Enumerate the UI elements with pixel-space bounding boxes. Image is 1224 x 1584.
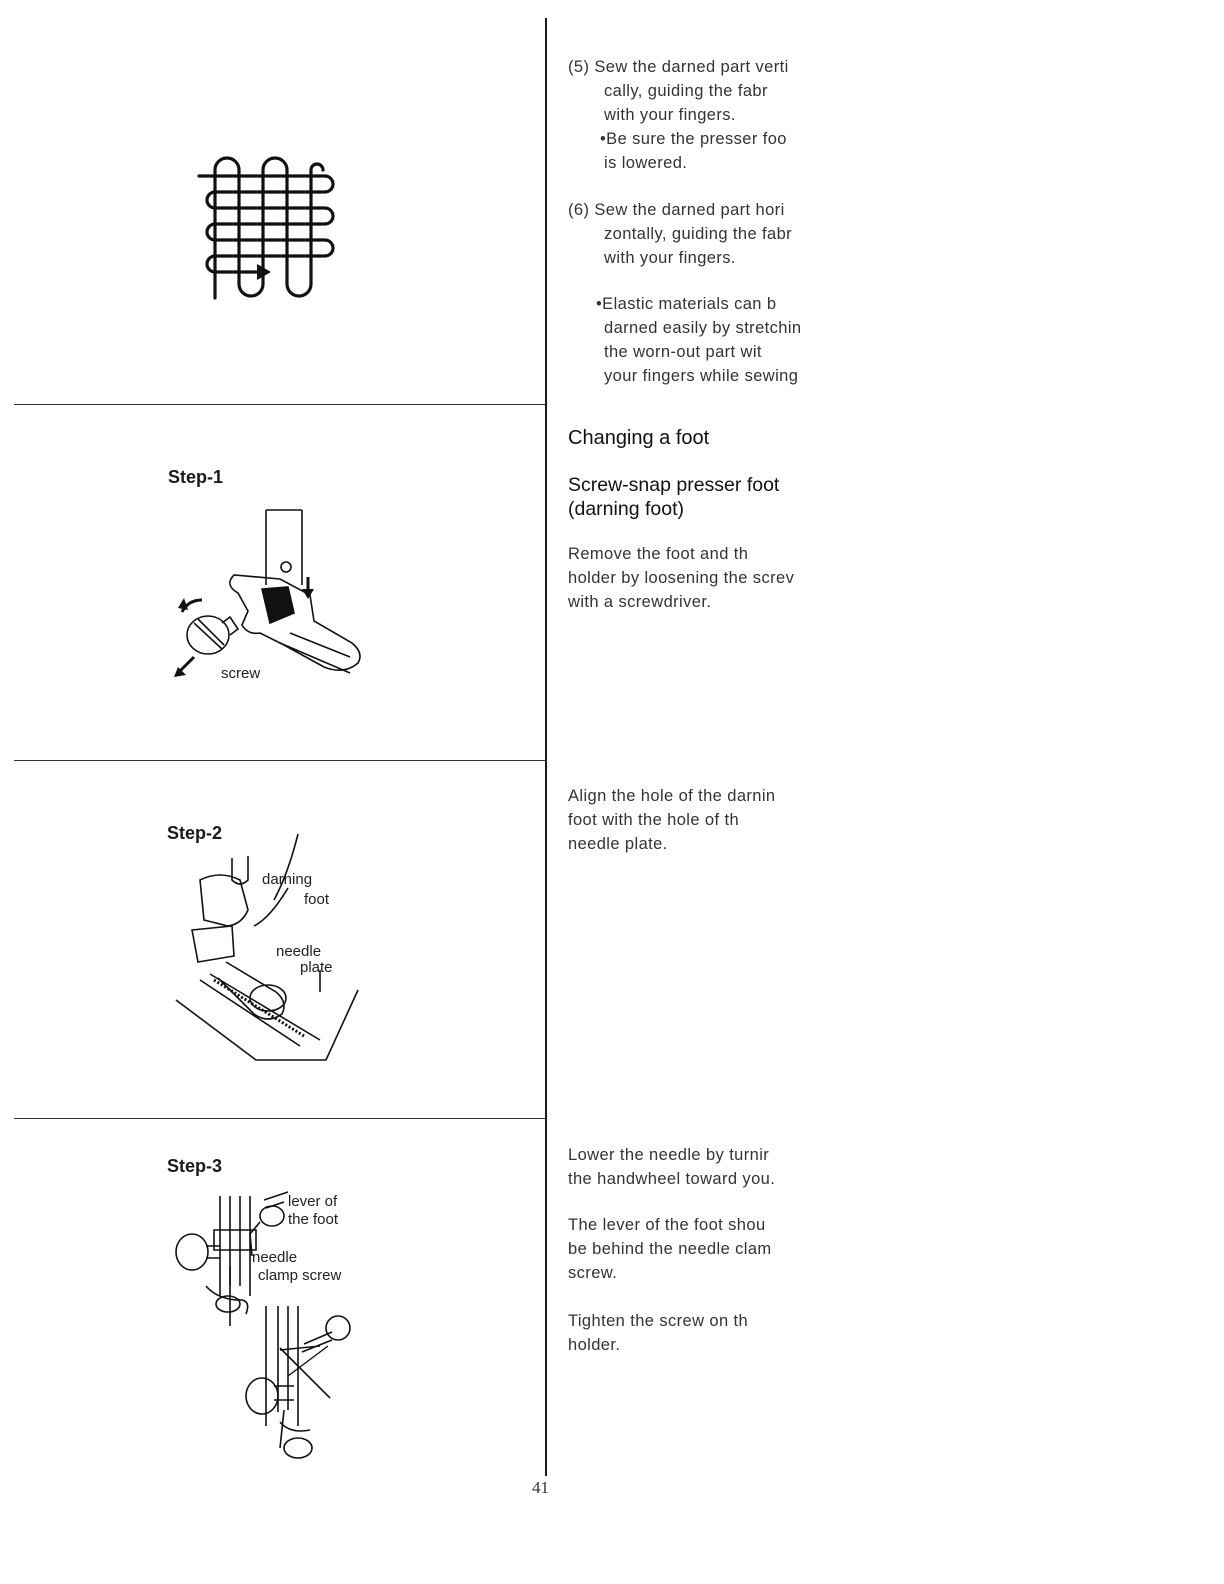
darning-pattern-figure (195, 150, 345, 310)
text-line: with your fingers. (604, 106, 736, 124)
text-line: The lever of the foot shou (568, 1216, 766, 1234)
step-5-text (568, 55, 823, 175)
text-line: •Be sure the presser foo (600, 130, 787, 148)
lever-callout-line-1: lever of (288, 1193, 338, 1210)
step-6-text (568, 198, 823, 270)
step-2-label: Step-2 (167, 823, 223, 843)
text-line: with your fingers. (604, 249, 736, 267)
text-line: the handwheel toward you. (568, 1170, 776, 1188)
column-divider (545, 18, 547, 1476)
text-line: (5) Sew the darned part verti (568, 58, 789, 76)
text-line: foot with the hole of th (568, 811, 740, 829)
text-line: Align the hole of the darnin (568, 787, 776, 805)
needle-plate-callout-line-1: needle (276, 943, 322, 960)
heading-screw-snap-line-2: (darning foot) (568, 498, 684, 520)
remove-foot-text (568, 542, 823, 614)
tighten-screw-text (568, 1309, 823, 1357)
text-line: darned easily by stretchin (604, 319, 802, 337)
text-line: is lowered. (604, 154, 688, 172)
text-line: be behind the needle clam (568, 1240, 772, 1258)
align-hole-text (568, 784, 823, 856)
lever-position-text (568, 1213, 823, 1285)
text-line: holder. (568, 1336, 621, 1354)
darning-foot-callout-line-2: foot (304, 891, 330, 908)
text-line: your fingers while sewing (604, 367, 799, 385)
step-1-label: Step-1 (168, 467, 224, 487)
text-line: screw. (568, 1264, 618, 1282)
text-line: with a screwdriver. (568, 593, 712, 611)
text-line: cally, guiding the fabr (604, 82, 768, 100)
text-line: Remove the foot and th (568, 545, 749, 563)
step-2-illustration (170, 830, 370, 1060)
text-line: (6) Sew the darned part hori (568, 201, 785, 219)
text-line: needle plate. (568, 835, 668, 853)
section-divider-2 (14, 760, 545, 761)
text-line: Lower the needle by turnir (568, 1146, 770, 1164)
text-line: zontally, guiding the fabr (604, 225, 793, 243)
text-line: holder by loosening the screv (568, 569, 795, 587)
step-1-illustration (170, 505, 380, 690)
text-line: the worn-out part wit (604, 343, 762, 361)
needle-plate-callout-line-2: plate (300, 959, 333, 976)
text-line: •Elastic materials can b (596, 295, 777, 313)
needle-clamp-callout-line-2: clamp screw (258, 1267, 342, 1284)
text-line: Tighten the screw on th (568, 1312, 749, 1330)
needle-clamp-callout-line-1: needle (252, 1249, 298, 1266)
heading-screw-snap-line-1: Screw-snap presser foot (568, 474, 780, 496)
lever-callout-line-2: the foot (288, 1211, 339, 1228)
heading-changing-foot: Changing a foot (568, 427, 710, 449)
screw-callout: screw (221, 665, 261, 682)
section-divider-1 (14, 404, 545, 405)
elastic-note (568, 292, 823, 388)
page-number: 41 (532, 1478, 549, 1497)
section-divider-3 (14, 1118, 545, 1119)
lower-needle-text (568, 1143, 823, 1191)
darning-foot-callout-line-1: darning (262, 871, 313, 888)
step-3-label: Step-3 (167, 1156, 223, 1176)
